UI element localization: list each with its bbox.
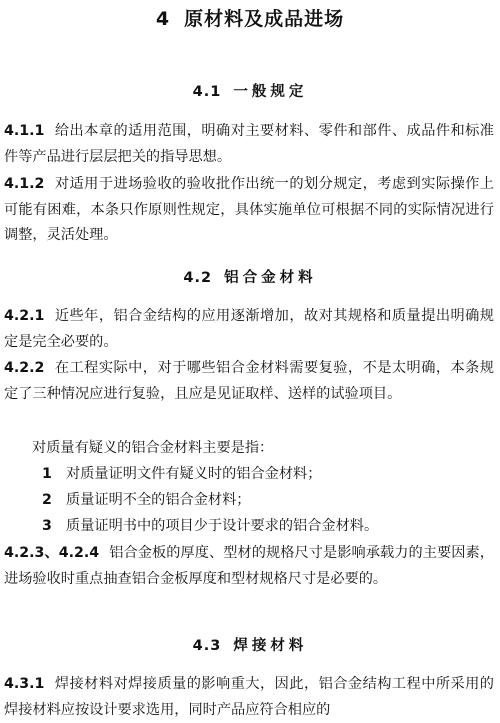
clause-text: 焊接材料对焊接质量的影响重大，因此，铝合金结构工程中所采用的焊接材料应按设计要求选用，同时产品应符合相应的 [4, 676, 494, 718]
clause-text: 近些年，铝合金结构的应用逐渐增加，故对其规格和质量提出明确规定是完全必要的。 [4, 308, 494, 350]
section-title: 一般规定 [233, 84, 308, 100]
section-heading-4-1 [0, 80, 500, 101]
clause-number: 4.2.3、4.2.4 [4, 545, 100, 561]
clause-number: 4.1.2 [4, 176, 45, 192]
clause-text: 在工程实际中，对于哪些铝合金材料需要复验，不是太明确，本条规定了三种情况应进行复验，且应是见证取样、送样的试验项目。 [4, 360, 494, 402]
list-index: 3 [42, 518, 52, 534]
chapter-title [0, 4, 500, 31]
clause-number: 4.3.1 [4, 676, 45, 692]
list-item [42, 488, 494, 514]
section-title: 铝合金材料 [224, 270, 317, 286]
section-heading-4-3 [0, 634, 500, 655]
clause-4-1-2 [4, 172, 494, 249]
list-item [42, 462, 494, 488]
clause-number: 4.1.1 [4, 123, 45, 139]
list-index: 1 [42, 466, 52, 482]
section-heading-4-2 [0, 266, 500, 287]
chapter-number: 4 [155, 8, 171, 30]
list-text: 对质量证明文件有疑义时的铝合金材料； [66, 466, 322, 482]
clause-number: 4.2.2 [4, 360, 45, 376]
clause-text: 铝合金板的厚度、型材的规格尺寸是影响承载力的主要因素，进场验收时重点抽查铝合金板厚度和型材规格尺寸是必要的。 [4, 545, 494, 587]
list-index: 2 [42, 492, 52, 508]
list-text: 质量证明书中的项目少于设计要求的铝合金材料。 [66, 518, 379, 534]
clause-4-2-1 [4, 304, 494, 355]
clause-number: 4.2.1 [4, 308, 45, 324]
clause-4-2-2 [4, 356, 494, 407]
note-intro: 对质量有疑义的铝合金材料主要是指： [32, 440, 274, 456]
section-number: 4.1 [192, 84, 222, 100]
clause-4-3-1 [4, 672, 494, 723]
clause-4-2-3-4 [4, 541, 494, 592]
clause-text: 给出本章的适用范围，明确对主要材料、零件和部件、成品件和标准件等产品进行层层把关的指导思想。 [4, 123, 494, 165]
chapter-title-text: 原材料及成品进场 [184, 8, 345, 30]
clause-4-1-1 [4, 119, 494, 170]
list-text: 质量证明不全的铝合金材料； [66, 492, 251, 508]
section-number: 4.3 [192, 638, 222, 654]
section-number: 4.2 [183, 270, 213, 286]
clause-text: 对适用于进场验收的验收批作出统一的划分规定，考虑到实际操作上可能有困难，本条只作原则性规定，具体实施单位可根据不同的实际情况进行调整，灵活处理。 [4, 176, 494, 243]
section-title: 焊接材料 [233, 638, 308, 654]
list-item [42, 514, 494, 540]
